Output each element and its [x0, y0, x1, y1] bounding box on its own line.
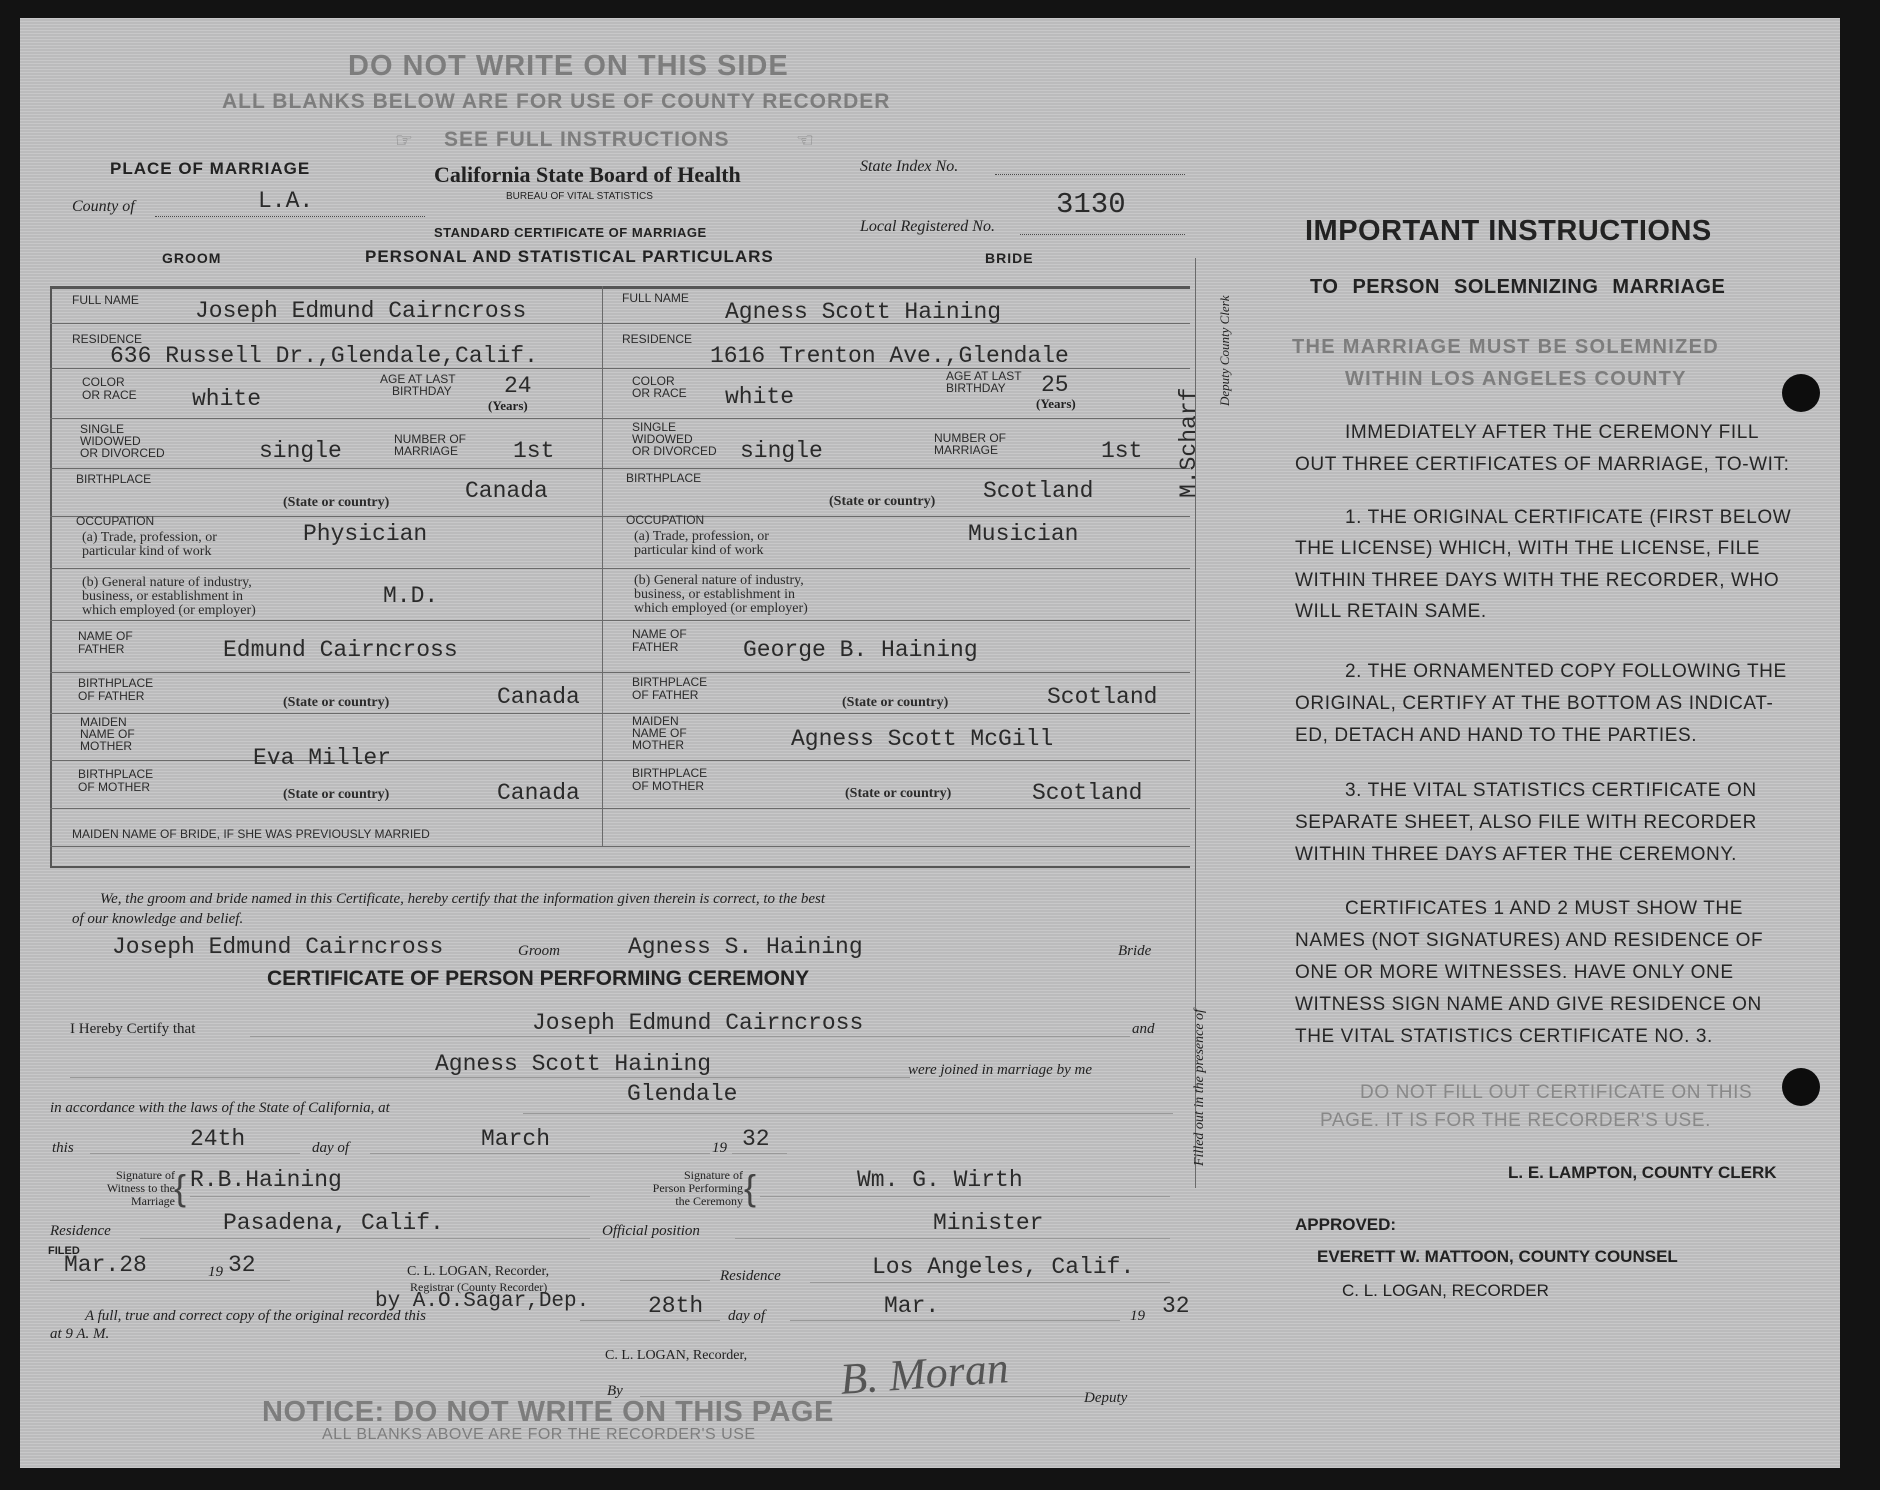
bride-occupation: Musician	[968, 521, 1079, 547]
groom-bp-father-label-2: OF FATHER	[78, 689, 145, 703]
groom-occ-a-label: (a) Trade, profession, or	[82, 530, 217, 545]
witness-brace-icon: {	[174, 1167, 187, 1208]
groom-occ-b-label: (b) General nature of industry,	[82, 575, 252, 590]
bride-signature-label: Bride	[1118, 943, 1152, 959]
county-of-label: County of	[72, 198, 135, 215]
copy-day: 28th	[648, 1293, 704, 1319]
groom-widowed-label: WIDOWED	[80, 434, 141, 448]
filed-year: 32	[228, 1252, 256, 1278]
groom-occ-b-label-2: business, or establishment in	[82, 589, 243, 604]
bureau-label: BUREAU OF VITAL STATISTICS	[506, 191, 653, 202]
joined-in-marriage-label: were joined in marriage by me	[908, 1062, 1092, 1078]
groom-color-label: COLOR	[82, 375, 125, 389]
pointing-hand-icon: ☜	[796, 130, 814, 152]
certificate-sheet	[20, 18, 1840, 1468]
bride-birthday-label: BIRTHDAY	[946, 381, 1006, 395]
groom-residence: 636 Russell Dr.,Glendale,Calif.	[110, 343, 538, 369]
official-position-label: Official position	[602, 1223, 700, 1239]
bride-mother-birthplace: Scotland	[1032, 780, 1143, 806]
groom-age: 24	[504, 373, 532, 399]
filed-date: Mar.28	[64, 1252, 147, 1278]
bride-mother-name: Agness Scott McGill	[791, 726, 1054, 752]
bride-single-label: SINGLE	[632, 420, 677, 434]
local-registered-number: 3130	[1056, 188, 1126, 221]
bride-age-label: AGE AT LAST	[946, 369, 1022, 383]
bride-signature: Agness S. Haining	[628, 934, 863, 960]
recorder-label-2: C. L. LOGAN, Recorder,	[605, 1348, 748, 1363]
ceremony-month: March	[481, 1126, 551, 1152]
groom-father-birthplace: Canada	[497, 684, 580, 710]
copy-statement: A full, true and correct copy of the original recorded this	[85, 1308, 426, 1324]
bride-color: white	[725, 384, 795, 410]
groom-signature: Joseph Edmund Cairncross	[112, 934, 444, 960]
groom-mother-name: Eva Miller	[253, 745, 392, 771]
groom-state-country-label: (State or country)	[283, 495, 390, 510]
groom-occ-a-label-2: particular kind of work	[82, 544, 212, 559]
certify-statement-line2: of our knowledge and belief.	[72, 911, 244, 927]
groom-age-label: AGE AT LAST	[380, 372, 456, 386]
bride-mother-state-label: (State or country)	[845, 786, 952, 801]
ceremony-day: 24th	[190, 1126, 246, 1152]
approved-label: APPROVED:	[1295, 1215, 1397, 1234]
recorder-line: C. L. LOGAN, RECORDER	[1342, 1281, 1549, 1300]
copy-year-prefix: 19	[1130, 1308, 1145, 1324]
bride-num-marriage-label: NUMBER OF	[934, 431, 1006, 445]
groom-num-marriage-label: NUMBER OF	[394, 432, 466, 446]
instructions-p2-line1: 1. THE ORIGINAL CERTIFICATE (FIRST BELOW	[1345, 507, 1792, 528]
official-position: Minister	[933, 1210, 1044, 1236]
and-label: and	[1132, 1021, 1155, 1037]
bride-full-name-label: FULL NAME	[622, 291, 689, 305]
groom-occupation-label: OCCUPATION	[76, 514, 155, 528]
witness-residence: Pasadena, Calif.	[223, 1210, 444, 1236]
bride-birthplace-label: BIRTHPLACE	[626, 471, 702, 485]
bride-age: 25	[1041, 372, 1069, 398]
groom-full-name: Joseph Edmund Cairncross	[195, 298, 527, 324]
bride-father-name: George B. Haining	[743, 637, 978, 663]
groom-father-name: Edmund Cairncross	[223, 637, 458, 663]
groom-father-label-2: FATHER	[78, 642, 125, 656]
instructions-must-line1: THE MARRIAGE MUST BE SOLEMNIZED	[1292, 336, 1719, 358]
groom-bp-father-label: BIRTHPLACE	[78, 676, 154, 690]
ceremony-person-1: Joseph Edmund Cairncross	[532, 1010, 864, 1036]
punch-hole	[1782, 374, 1820, 412]
bride-occ-b-label-2: business, or establishment in	[634, 587, 795, 602]
copy-year: 32	[1162, 1293, 1190, 1319]
instructions-p2-line3: WITHIN THREE DAYS WITH THE RECORDER, WHO	[1295, 570, 1780, 591]
bride-bp-father-label: BIRTHPLACE	[632, 675, 708, 689]
instructions-must-line2: WITHIN LOS ANGELES COUNTY	[1345, 368, 1687, 390]
instructions-p5-line1: CERTIFICATES 1 AND 2 MUST SHOW THE	[1345, 898, 1743, 919]
this-label: this	[52, 1140, 74, 1156]
groom-full-name-label: FULL NAME	[72, 293, 139, 307]
performer-label-line1: Signature of	[684, 1168, 743, 1182]
bride-father-birthplace: Scotland	[1047, 684, 1158, 710]
groom-birthplace-label: BIRTHPLACE	[76, 472, 152, 486]
bride-father-label-2: FATHER	[632, 640, 679, 654]
ceremony-person-2: Agness Scott Haining	[435, 1051, 712, 1077]
instructions-p3-line3: ED, DETACH AND HAND TO THE PARTIES.	[1295, 725, 1698, 746]
groom-residence-label: RESIDENCE	[72, 332, 143, 346]
standard-cert-label: STANDARD CERTIFICATE OF MARRIAGE	[434, 225, 707, 240]
blanks-above-footer: ALL BLANKS ABOVE ARE FOR THE RECORDER'S USE	[322, 1426, 756, 1443]
bride-race-label: OR RACE	[632, 386, 687, 400]
witness-signature: R.B.Haining	[190, 1167, 342, 1193]
bride-heading: BRIDE	[985, 250, 1034, 266]
groom-father-label: NAME OF	[78, 629, 133, 643]
bride-mother-maiden-label: MAIDEN	[632, 714, 679, 728]
do-not-write-heading: DO NOT WRITE ON THIS SIDE	[348, 50, 789, 82]
punch-hole	[1782, 1068, 1820, 1106]
bride-occupation-label: OCCUPATION	[626, 513, 705, 527]
bride-father-label: NAME OF	[632, 627, 687, 641]
witness-residence-label: Residence	[50, 1223, 111, 1239]
by-label: By	[607, 1383, 623, 1399]
ceremony-year: 32	[742, 1126, 770, 1152]
deputy-handwritten-signature: B. Moran	[838, 1343, 1011, 1404]
groom-bp-mother-label-2: OF MOTHER	[78, 780, 150, 794]
bride-bp-mother-label: BIRTHPLACE	[632, 766, 708, 780]
filed-year-prefix: 19	[208, 1264, 223, 1280]
place-of-marriage-label: PLACE OF MARRIAGE	[110, 159, 311, 178]
instructions-p5-line2: NAMES (NOT SIGNATURES) AND RESIDENCE OF	[1295, 930, 1764, 951]
bride-years-label: (Years)	[1036, 396, 1076, 411]
bride-state-country-label: (State or country)	[829, 494, 936, 509]
performer-residence: Los Angeles, Calif.	[872, 1254, 1135, 1280]
groom-heading: GROOM	[162, 250, 222, 266]
groom-birthday-label: BIRTHDAY	[392, 384, 452, 398]
bride-marital-status: single	[740, 438, 823, 464]
bride-father-state-label: (State or country)	[842, 695, 949, 710]
bride-divorced-label: OR DIVORCED	[632, 444, 717, 458]
bride-residence: 1616 Trenton Ave.,Glendale	[710, 343, 1069, 369]
bride-bp-father-label-2: OF FATHER	[632, 688, 699, 702]
instructions-p2-line4: WILL RETAIN SAME.	[1295, 601, 1487, 622]
bride-birthplace: Scotland	[983, 478, 1094, 504]
bride-marriage-label: MARRIAGE	[934, 443, 999, 457]
all-blanks-heading: ALL BLANKS BELOW ARE FOR USE OF COUNTY RECORDER	[222, 90, 891, 113]
groom-mother-maiden-label-2: NAME OF	[80, 727, 135, 741]
instructions-p6-line2: PAGE. IT IS FOR THE RECORDER'S USE.	[1320, 1110, 1711, 1131]
state-index-label: State Index No.	[860, 158, 959, 175]
day-of-label: day of	[312, 1140, 350, 1156]
bride-color-label: COLOR	[632, 374, 675, 388]
bride-occ-b-label: (b) General nature of industry,	[634, 573, 804, 588]
instructions-p6-line1: DO NOT FILL OUT CERTIFICATE ON THIS	[1360, 1082, 1753, 1103]
county-clerk-line: L. E. LAMPTON, COUNTY CLERK	[1508, 1163, 1777, 1182]
accordance-label: in accordance with the laws of the State of California, at	[50, 1100, 390, 1116]
recorder-label: C. L. LOGAN, Recorder,	[407, 1264, 550, 1279]
instructions-p2-line2: THE LICENSE) WHICH, WITH THE LICENSE, FILE	[1295, 538, 1761, 559]
instructions-p3-line1: 2. THE ORNAMENTED COPY FOLLOWING THE	[1345, 661, 1787, 682]
groom-marriage-label: MARRIAGE	[394, 444, 459, 458]
groom-single-label: SINGLE	[80, 422, 125, 436]
filled-out-presence-label: Filled out in the presence of	[1192, 1009, 1207, 1166]
deputy-county-clerk-label: Deputy County Clerk	[1217, 295, 1232, 406]
witness-label-line3: Marriage	[131, 1194, 175, 1208]
instructions-p3-line2: ORIGINAL, CERTIFY AT THE BOTTOM AS INDICAT-	[1295, 693, 1774, 714]
county-value: L.A.	[258, 188, 314, 214]
instructions-p1-line1: IMMEDIATELY AFTER THE CEREMONY FILL	[1345, 422, 1760, 443]
groom-birthplace: Canada	[465, 478, 548, 504]
certify-statement-line1: We, the groom and bride named in this Certificate, hereby certify that the information given therein is correct, to the best	[100, 891, 826, 907]
board-of-health-title: California State Board of Health	[434, 162, 741, 187]
groom-signature-label: Groom	[518, 943, 560, 959]
performer-signature-label	[598, 1169, 743, 1208]
groom-bp-mother-label: BIRTHPLACE	[78, 767, 154, 781]
instructions-p5-line4: WITNESS SIGN NAME AND GIVE RESIDENCE ON	[1295, 994, 1762, 1015]
witness-label-line2: Witness to the	[106, 1181, 175, 1195]
instructions-p1-line2: OUT THREE CERTIFICATES OF MARRIAGE, TO-WIT:	[1295, 454, 1790, 475]
groom-marital-status: single	[259, 438, 342, 464]
instructions-p4-line2: SEPARATE SHEET, ALSO FILE WITH RECORDER	[1295, 812, 1757, 833]
bride-occ-a-label: (a) Trade, profession, or	[634, 529, 769, 544]
local-registered-label: Local Registered No.	[860, 218, 995, 235]
instructions-p4-line1: 3. THE VITAL STATISTICS CERTIFICATE ON	[1345, 780, 1757, 801]
deputy-label: Deputy	[1084, 1390, 1128, 1406]
bride-occ-b-label-3: which employed (or employer)	[634, 601, 808, 616]
groom-mother-state-label: (State or country)	[283, 787, 390, 802]
year-prefix-label: 19	[712, 1140, 727, 1156]
groom-number-of-marriage: 1st	[513, 438, 555, 464]
bride-full-name: Agness Scott Haining	[725, 299, 1002, 325]
notice-footer: NOTICE: DO NOT WRITE ON THIS PAGE	[262, 1396, 834, 1428]
ceremony-certificate-title: CERTIFICATE OF PERSON PERFORMING CEREMONY	[267, 967, 810, 990]
bride-residence-label: RESIDENCE	[622, 332, 693, 346]
ceremony-place: Glendale	[627, 1081, 738, 1107]
instructions-p4-line3: WITHIN THREE DAYS AFTER THE CEREMONY.	[1295, 844, 1738, 865]
instructions-title: IMPORTANT INSTRUCTIONS	[1305, 215, 1712, 247]
copy-time: at 9 A. M.	[50, 1326, 110, 1342]
witness-signature-label	[50, 1169, 175, 1208]
bride-mother-maiden-label-2: NAME OF	[632, 726, 687, 740]
particulars-heading: PERSONAL AND STATISTICAL PARTICULARS	[365, 247, 774, 266]
performer-label-line3: the Ceremony	[675, 1194, 743, 1208]
performer-brace-icon: {	[744, 1167, 757, 1208]
groom-color: white	[192, 386, 262, 412]
groom-years-label: (Years)	[488, 398, 528, 413]
groom-mother-maiden-label-3: MOTHER	[80, 739, 132, 753]
groom-race-label: OR RACE	[82, 388, 137, 402]
county-counsel-line: EVERETT W. MATTOON, COUNTY COUNSEL	[1317, 1247, 1678, 1266]
performer-label-line2: Person Performing	[652, 1181, 743, 1195]
groom-occupation: Physician	[303, 521, 428, 547]
bride-mother-maiden-label-3: MOTHER	[632, 738, 684, 752]
instructions-p5-line3: ONE OR MORE WITNESSES. HAVE ONLY ONE	[1295, 962, 1734, 983]
copy-day-of-label: day of	[728, 1308, 766, 1324]
groom-industry: M.D.	[383, 583, 439, 609]
bride-widowed-label: WIDOWED	[632, 432, 693, 446]
groom-occ-b-label-3: which employed (or employer)	[82, 603, 256, 618]
deputy-clerk-signature: M.Scharf	[1176, 387, 1202, 498]
filed-label: FILED	[48, 1245, 80, 1257]
groom-mother-maiden-label: MAIDEN	[80, 715, 127, 729]
performer-residence-label: Residence	[720, 1268, 781, 1284]
bride-occ-a-label-2: particular kind of work	[634, 543, 764, 558]
witness-label-line1: Signature of	[116, 1168, 175, 1182]
groom-divorced-label: OR DIVORCED	[80, 446, 165, 460]
copy-month: Mar.	[884, 1293, 940, 1319]
pointing-hand-icon: ☞	[395, 130, 413, 152]
groom-father-state-label: (State or country)	[283, 695, 390, 710]
recorder-deputy-signature: by A.O.Sagar,Dep.	[375, 1290, 590, 1313]
instructions-p5-line5: THE VITAL STATISTICS CERTIFICATE NO. 3.	[1295, 1026, 1713, 1047]
groom-mother-birthplace: Canada	[497, 780, 580, 806]
performer-signature: Wm. G. Wirth	[857, 1167, 1023, 1193]
instructions-subtitle: TO PERSON SOLEMNIZING MARRIAGE	[1310, 276, 1726, 298]
bride-number-of-marriage: 1st	[1101, 438, 1143, 464]
maiden-name-of-bride-label: MAIDEN NAME OF BRIDE, IF SHE WAS PREVIOUSLY MARRIED	[72, 827, 430, 841]
bride-bp-mother-label-2: OF MOTHER	[632, 779, 704, 793]
registrar-label: Registrar (County Recorder)	[410, 1280, 548, 1294]
see-instructions-heading: SEE FULL INSTRUCTIONS	[444, 128, 730, 151]
hereby-certify-label: I Hereby Certify that	[70, 1021, 196, 1037]
